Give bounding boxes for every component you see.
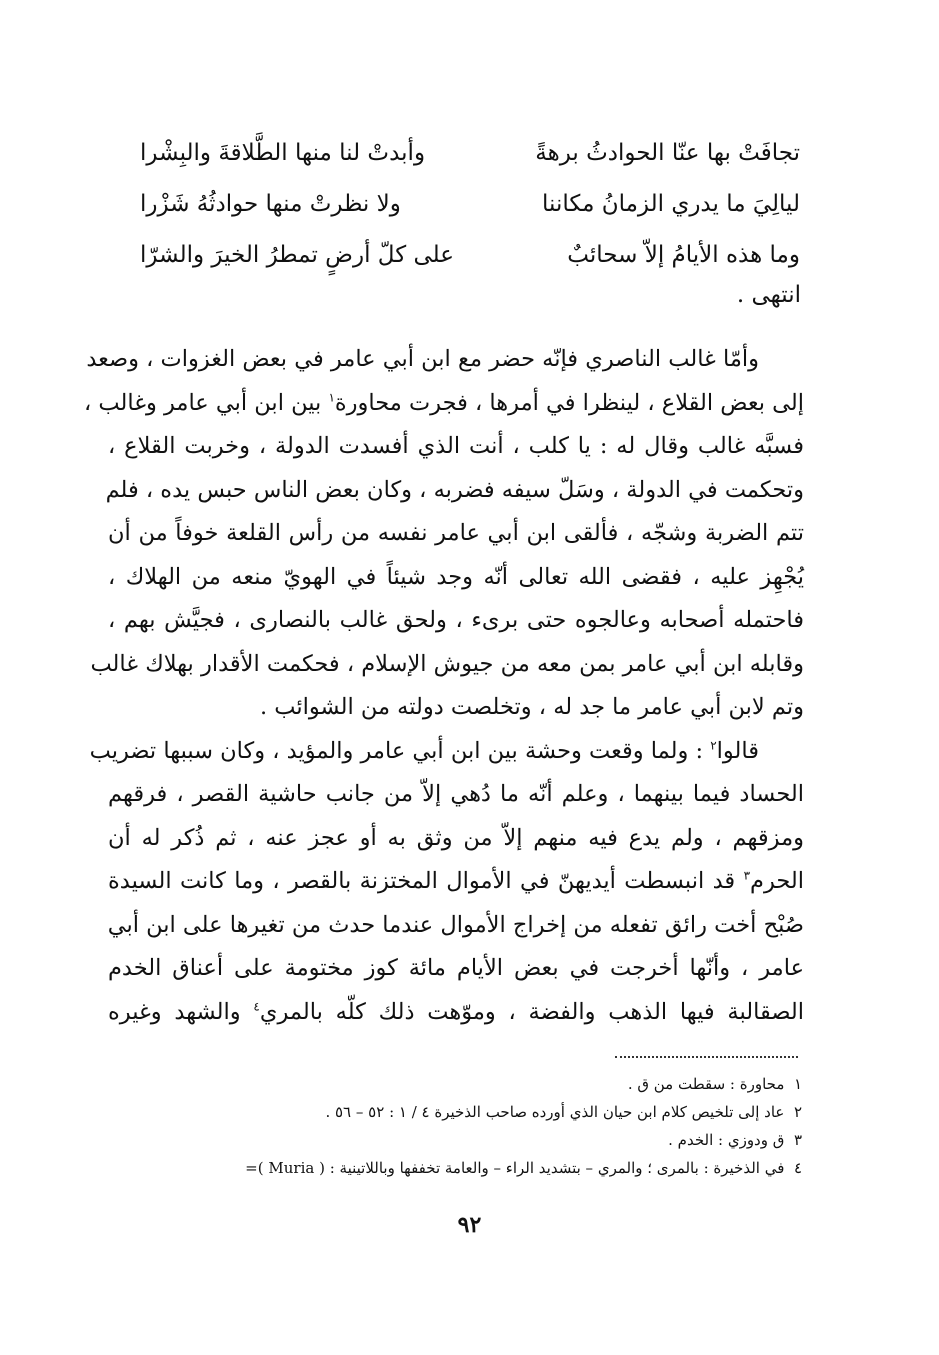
- footnotes: [95, 1070, 802, 1182]
- footnote-ref: ١: [328, 390, 335, 404]
- text-line: وقابله ابن أبي عامر بمن معه من جيوش الإسلام ، فحكمت الأقدار بهلاك غالب: [90, 650, 804, 677]
- text-line: قالوا$^٢$ : ولما وقعت وحشة بين ابن أبي عامر والمؤيد ، وكان سببها تضريب: [89, 737, 759, 764]
- footnote-number: ٤: [793, 1159, 802, 1177]
- footnote: [95, 1154, 802, 1182]
- poem-block: [140, 128, 800, 281]
- body-text: [83, 338, 804, 1034]
- text-line: ومزقهم ، ولم يدع فيه منهم إلاّ من وثق به أو عجز عنه ، ثم ذُكر له أن: [108, 824, 804, 851]
- footnote-number: ٢: [793, 1103, 802, 1121]
- text-line: الحساد فيما بينهما ، وعلم أنّه ما دُهي إلاّ من جانب حاشية القصر ، فرقهم: [108, 781, 804, 807]
- footnote-text: في الذخيرة : بالمرى ؛ والمري – بتشديد الراء – والعامة تخففها وباللاتينية : ( Muria )=: [245, 1159, 785, 1177]
- footnote-number: ١: [793, 1075, 802, 1093]
- verse-first-hemistich: ولا نظرتْ منها حوادثُهُ شَزْرا: [140, 191, 401, 217]
- text-line: وتحكمت في الدولة ، وسَلّ سيفه فضربه ، وكان بعض الناس حبس يده ، فلم: [105, 476, 804, 503]
- footnote-ref: ٣: [743, 868, 751, 883]
- verse-second-hemistich: وما هذه الأيامُ إلاّ سحائبٌ: [567, 242, 800, 268]
- text-line: تتم الضربة وشجّه ، فألقى ابن أبي عامر نفسه من رأس القلعة خوفاً من أن: [108, 520, 804, 546]
- footnote-text: ق ودوزي : الخدم .: [668, 1131, 785, 1149]
- verse-first-hemistich: على كلّ أرضٍ تمطرُ الخيرَ والشرّا: [140, 242, 454, 268]
- footnote-ref: ٤: [253, 999, 260, 1013]
- footnote-ref: ٢: [710, 738, 717, 752]
- footnote-text: محاورة : سقطت من ق .: [627, 1075, 785, 1093]
- text-line: عامر ، وأنّها أخرجت في بعض الأيام مائة كوز مختومة على أعناق الخدم: [108, 955, 804, 981]
- text-line: صُبْح أخت رائق تفعله من إخراج الأموال عندما حدث من تغيرها على ابن أبي: [107, 911, 804, 938]
- footnote-separator: [615, 1056, 798, 1058]
- poem-end-marker: انتهى .: [736, 282, 801, 308]
- footnote-number: ٣: [793, 1131, 802, 1149]
- text-line: يُجْهِز عليه ، فقضى الله تعالى أنّه وجد شيئاً في الهويّ منعه من الهلاك ،: [108, 563, 804, 590]
- poem-verse: [140, 230, 800, 281]
- verse-second-hemistich: ليالِيَ ما يدري الزمانُ مكاننا: [542, 191, 800, 217]
- text-line: فاحتمله أصحابه وعالجوه حتى برىء ، ولحق غالب بالنصارى ، فجيَّش بهم ،: [108, 607, 804, 633]
- text-line: وتم لابن أبي عامر ما جد له ، وتخلصت دولته من الشوائب .: [259, 694, 804, 720]
- verse-second-hemistich: تجافَتْ بها عنّا الحوادثُ برهةً: [535, 140, 800, 166]
- footnote: [95, 1126, 802, 1154]
- footnote: [95, 1070, 802, 1098]
- text-line: الحرم$^٣$ قد انبسطت أيديهنّ في الأموال المختزنة بالقصر ، وما كانت السيدة: [108, 868, 804, 894]
- page-number: ٩٢: [457, 1212, 482, 1238]
- verse-first-hemistich: وأبدتْ لنا منها الطَّلاقةَ والبِشْرا: [140, 140, 426, 166]
- poem-verse: [140, 179, 800, 230]
- text-line: إلى بعض القلاع ، لينظرا في أمرها ، فجرت محاورة$^١$ بين ابن أبي عامر وغالب ،: [83, 389, 804, 416]
- text-line: وأمّا غالب الناصري فإنّه حضر مع ابن أبي عامر في بعض الغزوات ، وصعد: [86, 346, 759, 372]
- footnote-text: عاد إلى تلخيص كلام ابن حيان الذي أورده صاحب الذخيرة ٤ / ١ : ٥٢ – ٥٦ .: [325, 1103, 785, 1121]
- text-line: الصقالبة فيها الذهب والفضة ، وموّهت ذلك كلّه بالمري$^٤$ والشهد وغيره: [108, 998, 804, 1025]
- text-line: فسبَّه غالب وقال له : يا كلب ، أنت الذي أفسدت الدولة ، وخربت القلاع ،: [108, 433, 804, 459]
- footnote: [95, 1098, 802, 1126]
- poem-verse: [140, 128, 800, 179]
